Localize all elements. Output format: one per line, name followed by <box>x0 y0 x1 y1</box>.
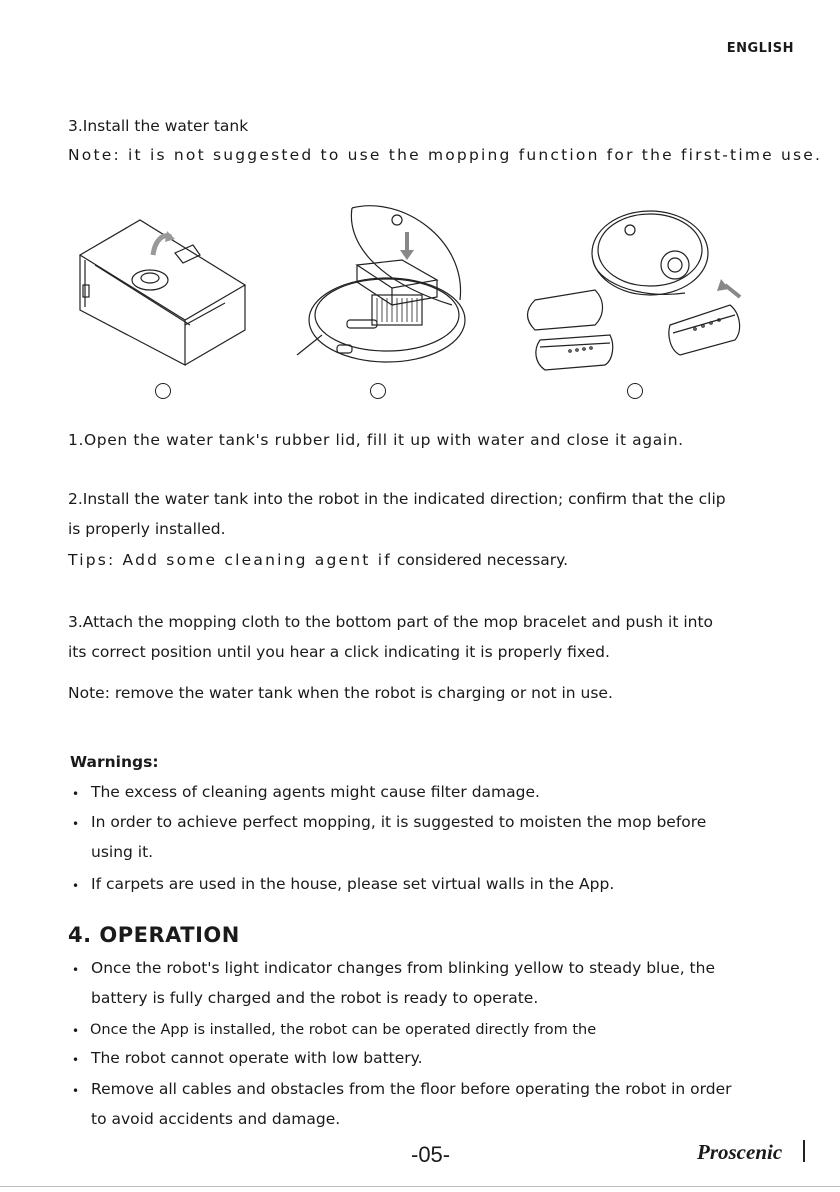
step-2-text-line2: is properly installed. <box>68 520 226 538</box>
section-note: Note: it is not suggested to use the mopping function for the first-time use. <box>68 146 823 164</box>
step-circle-1 <box>155 383 171 399</box>
warning-item: In order to achieve perfect mopping, it is suggested to moisten the mop before <box>91 813 707 831</box>
operation-title: 4. OPERATION <box>68 923 240 947</box>
operation-item: The robot cannot operate with low battery. <box>91 1049 423 1067</box>
section-title: 3.Install the water tank <box>68 117 249 135</box>
operation-item: Once the App is installed, the robot can be operated directly from the <box>90 1022 597 1038</box>
note-text: Note: remove the water tank when the robot is charging or not in use. <box>68 684 613 702</box>
bottom-rule <box>0 1186 840 1187</box>
bullet-icon: • <box>72 1024 80 1038</box>
brand-logo: Proscenic <box>697 1140 783 1164</box>
warnings-title: Warnings: <box>70 753 159 771</box>
water-tank-illustration <box>75 215 250 365</box>
operation-item: Once the robot's light indicator changes from blinking yellow to steady blue, the <box>91 959 715 977</box>
warning-item-continuation: using it. <box>91 843 154 861</box>
bullet-icon: • <box>72 963 80 977</box>
step-3-text-line2: its correct position until you hear a click indicating it is properly fixed. <box>68 643 610 661</box>
operation-item-continuation: battery is fully charged and the robot is ready to operate. <box>91 989 539 1007</box>
warning-item: The excess of cleaning agents might cause filter damage. <box>91 783 540 801</box>
tips-text: Tips: Add some cleaning agent if considered necessary. <box>68 551 569 569</box>
operation-item-continuation: to avoid accidents and damage. <box>91 1110 341 1128</box>
mop-attachment-illustration <box>525 205 765 380</box>
step-2-text-line1: 2.Install the water tank into the robot in the indicated direction; confirm that the clip <box>68 490 726 508</box>
bullet-icon: • <box>72 1084 80 1098</box>
warning-item: If carpets are used in the house, please set virtual walls in the App. <box>91 875 615 893</box>
step-circle-2 <box>370 383 386 399</box>
logo-divider <box>803 1140 805 1162</box>
robot-with-tank-illustration <box>292 200 472 370</box>
operation-item: Remove all cables and obstacles from the floor before operating the robot in order <box>91 1080 732 1098</box>
bullet-icon: • <box>72 879 80 893</box>
page-number: -05- <box>411 1142 451 1167</box>
bullet-icon: • <box>72 1053 80 1067</box>
bullet-icon: • <box>72 787 80 801</box>
step-3-text-line1: 3.Attach the mopping cloth to the bottom part of the mop bracelet and push it into <box>68 613 714 631</box>
step-1-text: 1.Open the water tank's rubber lid, fill it up with water and close it again. <box>68 431 684 449</box>
language-label: ENGLISH <box>726 41 794 56</box>
step-circle-3 <box>627 383 643 399</box>
bullet-icon: • <box>72 817 80 831</box>
